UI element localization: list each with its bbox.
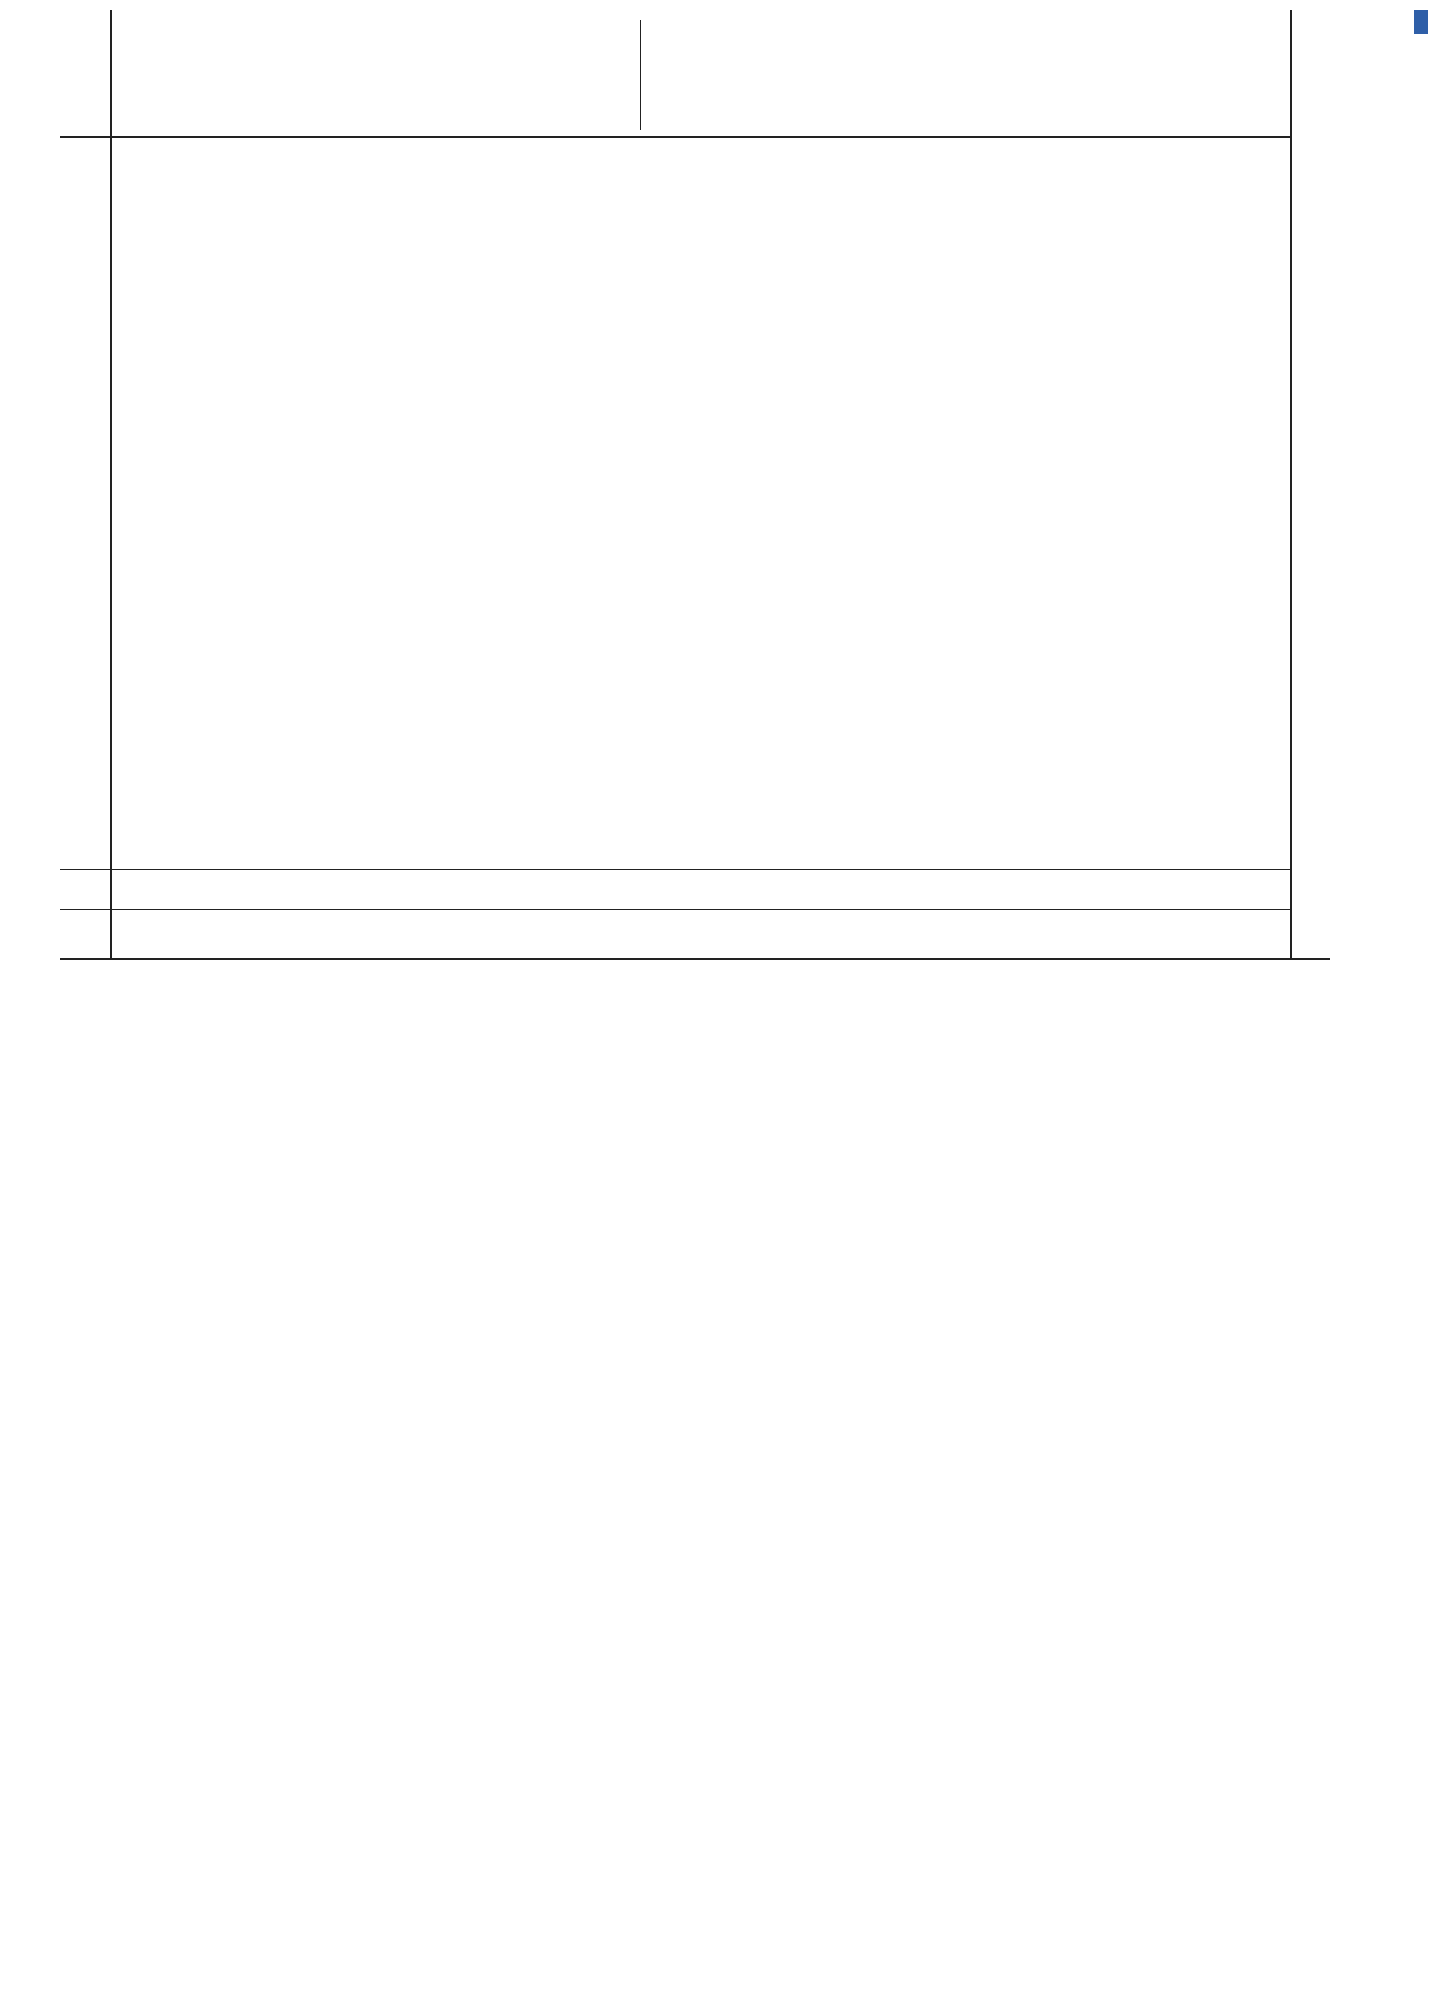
scanned-page bbox=[0, 1000, 1390, 2000]
dfg-logo-icon bbox=[1414, 10, 1428, 34]
digitization-note bbox=[1406, 0, 1434, 1000]
page-content bbox=[0, 0, 1390, 1000]
